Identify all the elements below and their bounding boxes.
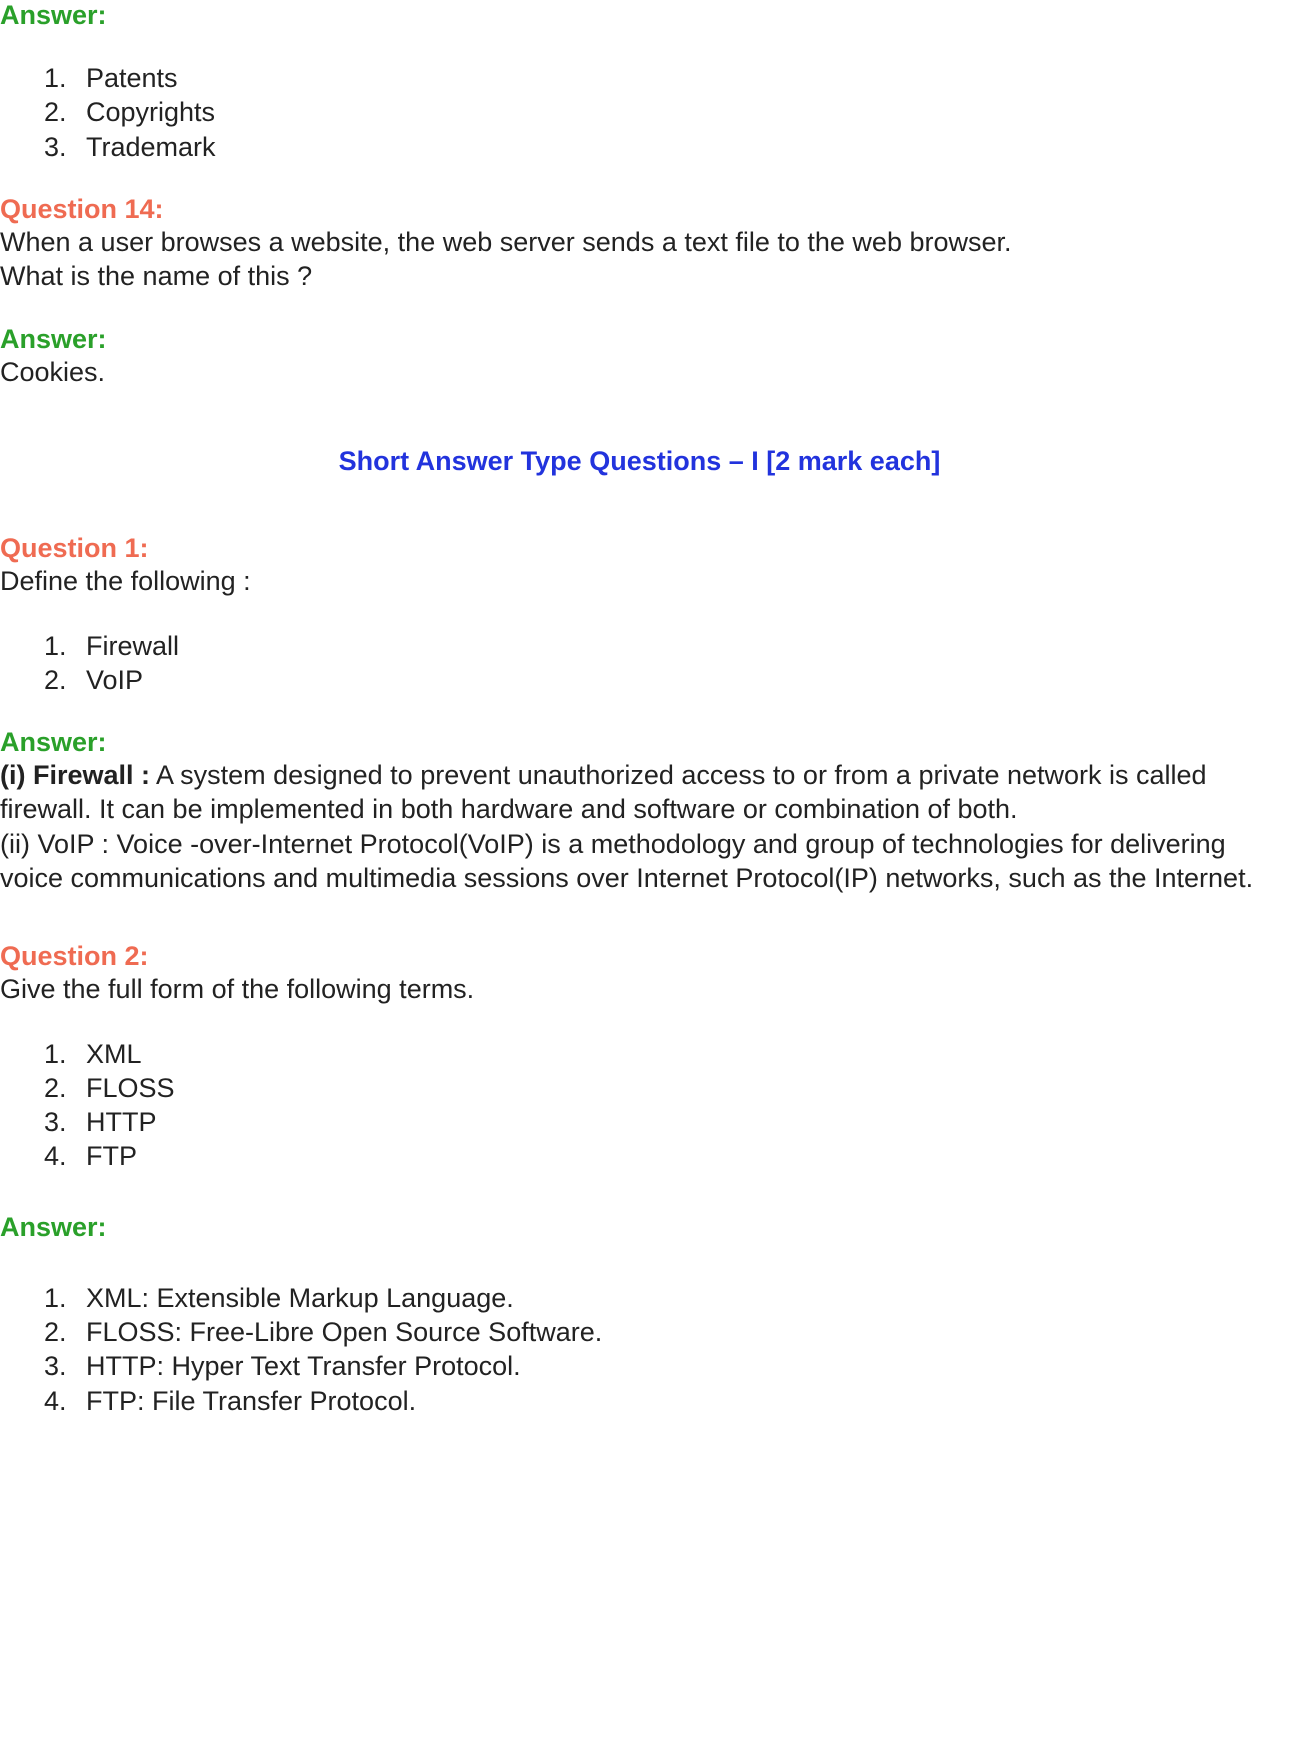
spacer <box>0 31 1279 61</box>
question-1-list <box>0 629 1279 698</box>
question-2-heading: Question 2: <box>0 941 149 972</box>
spacer <box>0 1007 1279 1037</box>
question-1-heading: Question 1: <box>0 533 149 564</box>
list-item: 1. Firewall <box>74 629 1279 663</box>
answer-label-q1: Answer: <box>0 727 107 758</box>
list-item: 3. HTTP <box>74 1105 1279 1139</box>
list-item: 4. FTP: File Transfer Protocol. <box>74 1384 1279 1418</box>
answer-label-q2: Answer: <box>0 1211 107 1242</box>
q13-answer-list <box>0 61 1279 164</box>
answer-label-q14: Answer: <box>0 323 107 354</box>
section-title: Short Answer Type Questions – I [2 mark each] <box>338 445 941 476</box>
spacer <box>0 389 1279 445</box>
question-1-text: Define the following : <box>0 566 251 597</box>
answer-text-q14: Cookies. <box>0 356 106 387</box>
firewall-definition: A system designed to prevent unauthorized access to or from a private network is called firewall. It can be implemented in both hardware and software or combination of both. <box>0 760 1207 825</box>
spacer <box>0 895 1279 941</box>
list-item: 2. VoIP <box>74 663 1279 697</box>
question-14-text-line1: When a user browses a website, the web server sends a text file to the web browser. <box>0 226 1012 257</box>
list-item: 1. XML <box>74 1037 1279 1071</box>
question-14-heading: Question 14: <box>0 193 164 224</box>
spacer <box>0 1243 1279 1281</box>
list-item: 3. HTTP: Hyper Text Transfer Protocol. <box>74 1349 1279 1383</box>
question-14-text-line2: What is the name of this ? <box>0 261 313 292</box>
question-2-text: Give the full form of the following terms. <box>0 974 475 1005</box>
question-2-answer-list <box>0 1281 1279 1418</box>
spacer <box>0 599 1279 629</box>
answer-label-q13: Answer: <box>0 0 107 30</box>
list-item: 2. FLOSS <box>74 1071 1279 1105</box>
spacer <box>0 164 1279 194</box>
answer-text-q1-part1 <box>0 758 1279 827</box>
spacer <box>0 477 1279 533</box>
firewall-bold-prefix: (i) Firewall : <box>0 760 151 791</box>
spacer <box>0 294 1279 324</box>
answer-text-q1-part2: (ii) VoIP : Voice -over-Internet Protocol(VoIP) is a methodology and group of technologies for delivering voice communications and multimedia sessions over Internet Protocol(IP) networks, such as the Internet. <box>0 828 1254 893</box>
list-item: 2. Copyrights <box>74 95 1279 129</box>
question-2-list <box>0 1037 1279 1174</box>
list-item: 1. Patents <box>74 61 1279 95</box>
list-item: 4. FTP <box>74 1139 1279 1173</box>
list-item: 3. Trademark <box>74 130 1279 164</box>
list-item: 1. XML: Extensible Markup Language. <box>74 1281 1279 1315</box>
spacer <box>0 1174 1279 1212</box>
list-item: 2. FLOSS: Free-Libre Open Source Software. <box>74 1315 1279 1349</box>
spacer <box>0 697 1279 727</box>
